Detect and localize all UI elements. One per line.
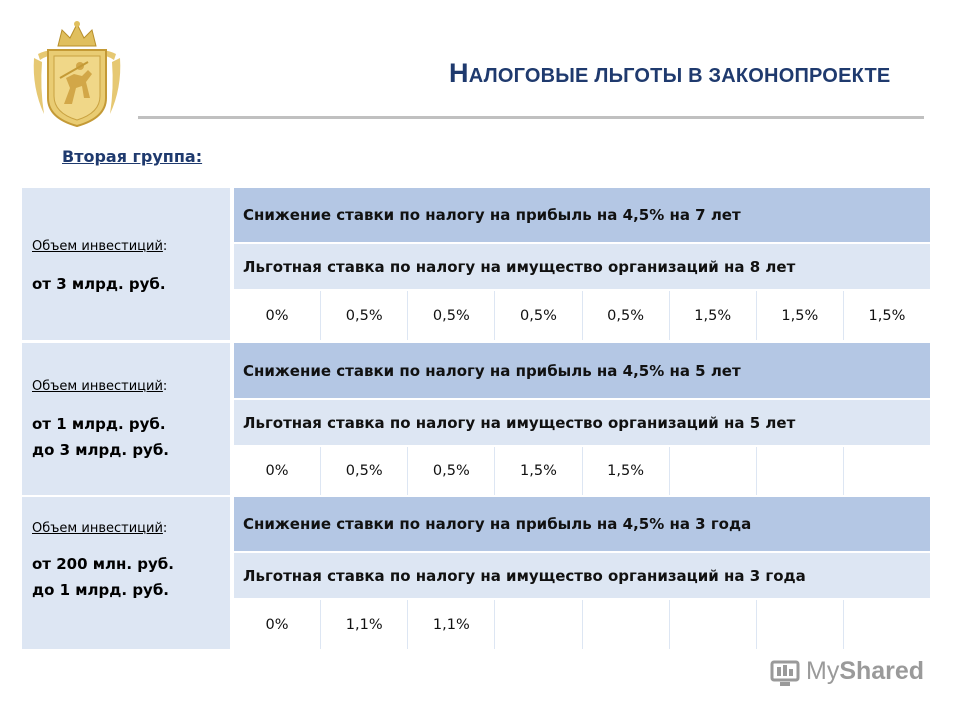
property-tax-row: Льготная ставка по налогу на имущество организаций на 8 лет: [234, 244, 930, 289]
rate-cell: [843, 447, 930, 495]
rate-cell: [582, 600, 669, 649]
rate-cell: 1,5%: [582, 447, 669, 495]
rate-cell: 1,5%: [494, 447, 581, 495]
rate-cell: [756, 447, 843, 495]
property-tax-row: Льготная ставка по налогу на имущество организаций на 3 года: [234, 553, 930, 598]
investment-label: Объем инвестиций:: [32, 239, 168, 254]
rate-cell: 0%: [265, 616, 289, 633]
rate-cell: 1,1%: [407, 600, 494, 649]
page-title: НАЛОГОВЫЕ ЛЬГОТЫ В ЗАКОНОПРОЕКТЕ: [449, 58, 891, 88]
rate-cell: 1,5%: [669, 291, 756, 340]
profit-tax-row: Снижение ставки по налогу на прибыль на 4,5% на 5 лет: [234, 343, 930, 398]
myshared-logo-text: MyShared: [806, 657, 925, 685]
investment-amount: от 1 млрд. руб.: [32, 415, 166, 433]
group-investment-cell: [22, 188, 230, 340]
rates-row: [234, 447, 930, 495]
property-tax-row: Льготная ставка по налогу на имущество организаций на 5 лет: [234, 400, 930, 445]
investment-label: Объем инвестиций:: [32, 379, 168, 394]
rate-cell: 0%: [265, 307, 289, 324]
rate-cell: [756, 600, 843, 649]
rate-cell: 0,5%: [407, 447, 494, 495]
investment-group-1: [22, 188, 930, 340]
group-investment-cell: [22, 497, 230, 649]
rate-cell: [669, 447, 756, 495]
investment-amount: от 3 млрд. руб.: [32, 275, 166, 293]
myshared-logo[interactable]: [768, 656, 928, 690]
rate-cell: 0%: [265, 463, 289, 479]
section-subtitle: Вторая группа:: [62, 147, 203, 166]
rate-cell: 1,5%: [843, 291, 930, 340]
investment-group-3: [22, 497, 930, 649]
rate-cell: 0,5%: [494, 291, 581, 340]
rates-row: [234, 600, 930, 649]
rate-cell: 0,5%: [320, 447, 407, 495]
investment-group-2: [22, 343, 930, 495]
rate-cell: 0,5%: [407, 291, 494, 340]
investment-label: Объем инвестиций:: [32, 521, 168, 536]
rate-cell: 1,5%: [756, 291, 843, 340]
investment-amount: до 3 млрд. руб.: [32, 441, 170, 459]
investment-amount: от 200 млн. руб.: [32, 555, 174, 573]
rate-cell: 1,1%: [320, 600, 407, 649]
group-investment-cell: [22, 343, 230, 495]
title-divider: [138, 116, 924, 119]
rate-cell: 0,5%: [582, 291, 669, 340]
profit-tax-row: Снижение ставки по налогу на прибыль на 4,5% на 7 лет: [234, 188, 930, 242]
rate-cell: [843, 600, 930, 649]
rates-row: [234, 291, 930, 340]
myshared-logo-icon: [768, 656, 802, 690]
rate-cell: [669, 600, 756, 649]
rate-cell: [494, 600, 581, 649]
investment-amount: до 1 млрд. руб.: [32, 581, 170, 599]
coat-of-arms-emblem: [30, 18, 124, 130]
profit-tax-row: Снижение ставки по налогу на прибыль на 4,5% на 3 года: [234, 497, 930, 551]
rate-cell: 0,5%: [320, 291, 407, 340]
